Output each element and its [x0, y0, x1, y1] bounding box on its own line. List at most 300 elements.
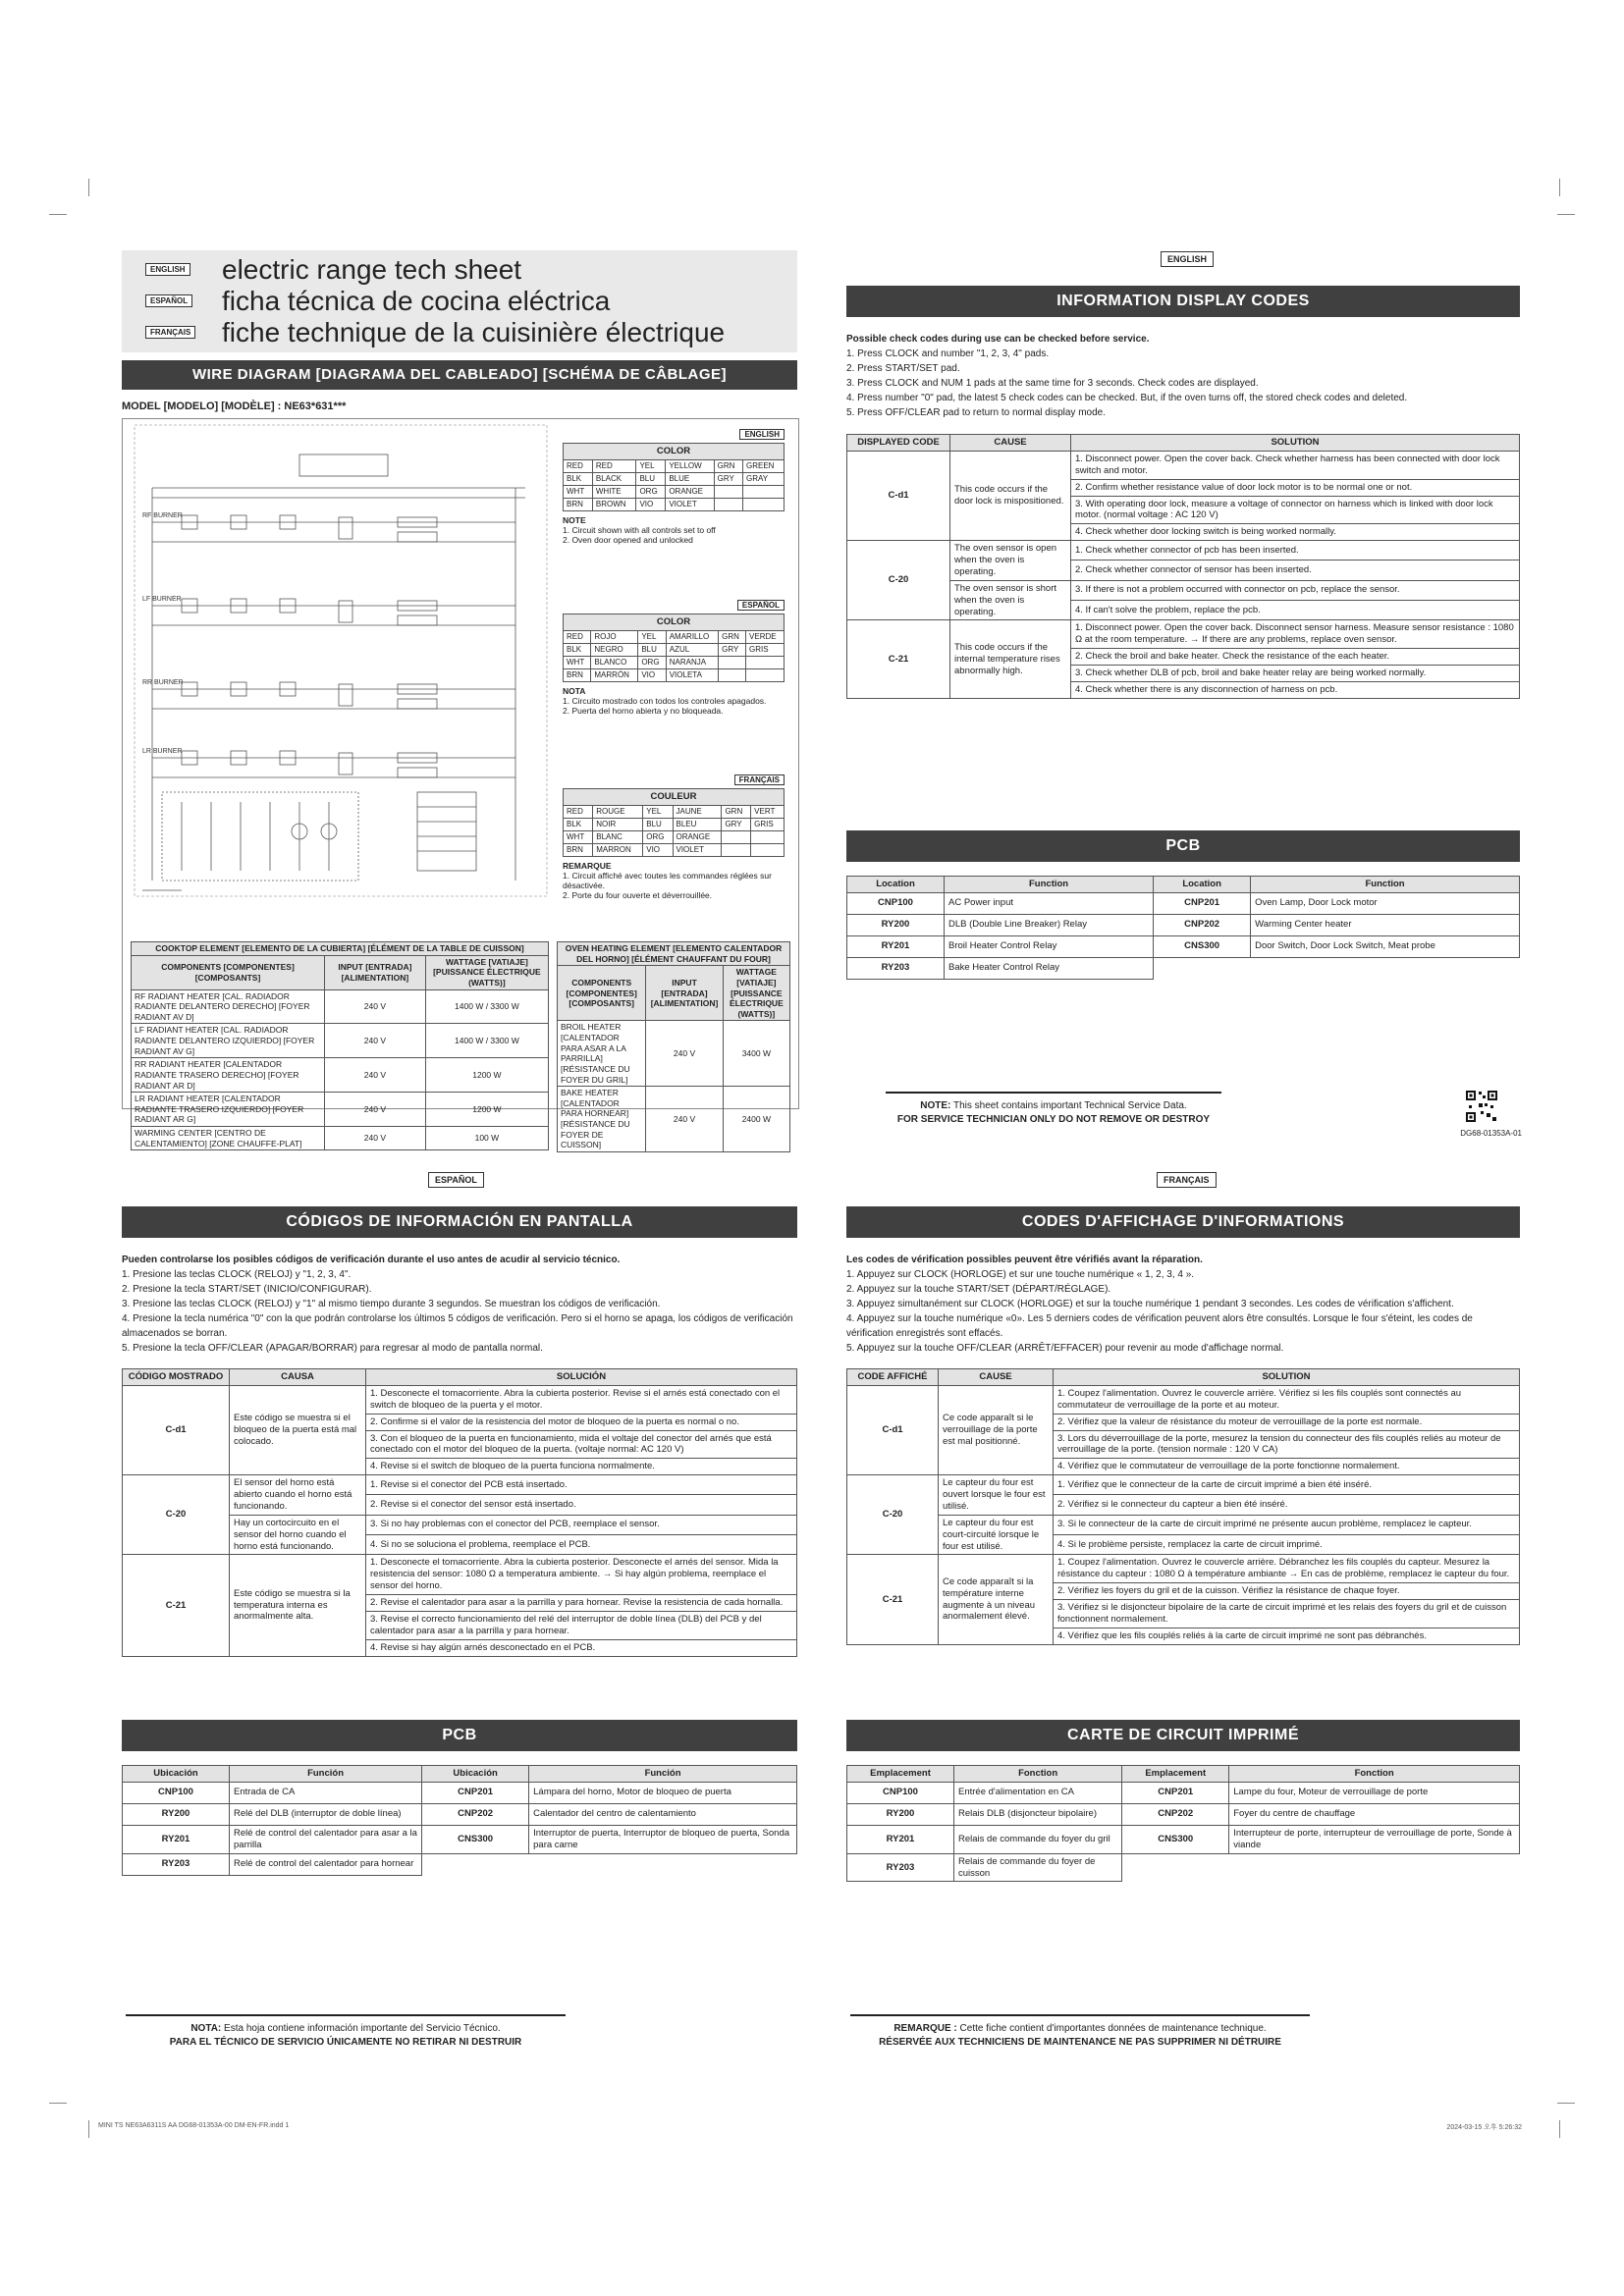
function-cell: Relais de commande du foyer du gril: [954, 1825, 1122, 1853]
table-cell: BROWN: [592, 498, 636, 510]
oven-rows: [558, 1021, 790, 1152]
crop-mark: [1559, 2120, 1560, 2138]
color-title: COLOR: [564, 444, 785, 460]
color-rows: [564, 630, 785, 681]
function-cell: Foyer du centre de chauffage: [1229, 1803, 1520, 1825]
solution-cell: 2. Confirme si el valor de la resistencia del motor de bloqueo de la puerta es normal o no.: [366, 1414, 797, 1430]
column-header: CODE AFFICHÉ: [847, 1369, 939, 1386]
column-header: Location: [847, 877, 945, 893]
table-cell: ORANGE: [673, 830, 722, 843]
column-header: INPUT [ENTRADA] [ALIMENTATION]: [325, 955, 426, 989]
step: 1. Appuyez sur CLOCK (HORLOGE) et sur une touche numérique « 1, 2, 3, 4 ».: [846, 1269, 1195, 1280]
color-rows: [564, 459, 785, 510]
legend-english: [563, 429, 785, 545]
service-note: [106, 2022, 585, 2050]
location-cell: RY200: [123, 1803, 230, 1825]
table-cell: AMARILLO: [666, 630, 718, 643]
cause-cell: El sensor del horno está abierto cuando el horno está funcionando.: [230, 1475, 366, 1516]
code-rows: [123, 1385, 797, 1656]
pcb-table: [846, 1765, 1520, 1882]
function-cell: Relé de control del calentador para asar a la parrilla: [230, 1825, 422, 1853]
table-cell: 240 V: [325, 1093, 426, 1127]
table-row: [847, 1475, 1520, 1495]
solution-cell: 3. Con el bloqueo de la puerta en funcionamiento, mida el voltaje del conector del arnés que está conectado con el motor del bloqueo de la puerta. (voltaje normal: AC 120 V): [366, 1430, 797, 1459]
location-cell: [1154, 957, 1251, 979]
table-cell: VIO: [638, 668, 666, 681]
table-row: [123, 1782, 797, 1803]
code-cell: C-21: [847, 1555, 939, 1644]
column-header: Ubicación: [123, 1766, 230, 1783]
lang-tag: FRANÇAIS: [1157, 1172, 1217, 1188]
solution-cell: 4. Vérifiez que les fils couplés reliés à la carte de circuit imprimé ne sont pas débranchés.: [1054, 1628, 1520, 1644]
table-cell: BLU: [638, 643, 666, 656]
diagram-label: LF BURNER: [142, 596, 182, 603]
table-row: [123, 1853, 797, 1875]
lang-label: ENGLISH: [145, 263, 190, 276]
table-row: [847, 451, 1520, 479]
title-block: [122, 250, 797, 352]
table-cell: ROUGE: [593, 805, 643, 818]
table-cell: BLK: [564, 818, 593, 830]
table-row: [123, 1385, 797, 1414]
solution-cell: 3. If there is not a problem occurred with connector on pcb, replace the sensor.: [1071, 580, 1520, 600]
footer-timestamp: 2024-03-15 오후 5:26:32: [1446, 2124, 1522, 2131]
legend-lang: ENGLISH: [739, 429, 785, 440]
function-cell: Lámpara del horno, Motor de bloqueo de puerta: [529, 1782, 797, 1803]
solution-cell: 2. Revise si el conector del sensor está insertado.: [366, 1495, 797, 1515]
table-row: [123, 1803, 797, 1825]
table-row: [564, 656, 785, 668]
column-header: WATTAGE [VATIAJE] [PUISSANCE ÉLECTRIQUE (WATTS)]: [723, 966, 789, 1021]
column-header: CAUSE: [939, 1369, 1054, 1386]
table-row: [847, 1803, 1520, 1825]
table-cell: MARRÓN: [591, 668, 638, 681]
table-cell: [746, 656, 785, 668]
column-header: Ubicación: [422, 1766, 529, 1783]
section-header: CÓDIGOS DE INFORMACIÓN EN PANTALLA: [122, 1206, 797, 1238]
solution-cell: 1. Desconecte el tomacorriente. Abra la cubierta posterior. Desconecte el arnés del sensor. Mida la resistencia del sensor: 1080 Ω a temperatura ambiente. → Si hay algún problema, reemplace el sensor del horno.: [366, 1555, 797, 1595]
table-row: [564, 498, 785, 510]
note-line: 2. Puerta del horno abierta y no bloqueada.: [563, 705, 724, 716]
lang-label: ESPAÑOL: [145, 294, 192, 307]
column-header: WATTAGE [VATIAJE] [PUISSANCE ÉLECTRIQUE (WATTS)]: [425, 955, 548, 989]
solution-cell: 1. Check whether connector of pcb has been inserted.: [1071, 541, 1520, 561]
note-title: NOTA: [563, 685, 586, 696]
table-cell: ORANGE: [666, 485, 714, 498]
solution-cell: 1. Revise si el conector del PCB está insertado.: [366, 1475, 797, 1495]
wire-diagram-header: WIRE DIAGRAM [DIAGRAMA DEL CABLEADO] [SCHÉMA DE CÂBLAGE]: [122, 360, 797, 390]
table-title: COOKTOP ELEMENT [ELEMENTO DE LA CUBIERTA] [ÉLÉMENT DE LA TABLE DE CUISSON]: [132, 942, 549, 956]
title-en: electric range tech sheet: [222, 254, 522, 285]
code-cell: C-21: [847, 620, 950, 698]
solution-cell: 4. Si no se soluciona el problema, reemplace el PCB.: [366, 1535, 797, 1555]
table-cell: GRY: [714, 472, 742, 485]
table-row: [847, 1385, 1520, 1414]
table-cell: 240 V: [325, 1127, 426, 1150]
crop-mark: [88, 179, 89, 196]
location-cell: RY200: [847, 1803, 954, 1825]
color-table: [563, 788, 785, 857]
location-cell: RY200: [847, 914, 945, 935]
table-cell: BRN: [564, 498, 593, 510]
title-fr: fiche technique de la cuisinière électrique: [222, 317, 726, 347]
table-row: [132, 1093, 549, 1127]
column-header: Función: [529, 1766, 797, 1783]
step: 2. Presione la tecla START/SET (INICIO/CONFIGURAR).: [122, 1284, 372, 1295]
note-lead: NOTA:: [190, 2023, 222, 2034]
note-text: Cette fiche contient d'importantes données de maintenance technique.: [959, 2023, 1267, 2034]
table-cell: VIOLET: [666, 498, 714, 510]
location-cell: [1122, 1853, 1229, 1882]
step: 1. Press CLOCK and number "1, 2, 3, 4" pads.: [846, 348, 1050, 359]
function-cell: Interruptor de puerta, Interruptor de bloqueo de puerta, Sonda para carne: [529, 1825, 797, 1853]
table-row: [564, 668, 785, 681]
table-cell: BLANCO: [591, 656, 638, 668]
code-cell: C-20: [847, 1475, 939, 1555]
table-cell: BRN: [564, 668, 591, 681]
function-cell: [529, 1853, 797, 1875]
note-line: 2. Oven door opened and unlocked: [563, 534, 693, 545]
table-cell: WARMING CENTER [CENTRO DE CALENTAMIENTO] [ZONE CHAUFFE-PLAT]: [132, 1127, 325, 1150]
step: 4. Presione la tecla numérica "0" con la que podrán controlarse los últimos 5 códigos de verificación. Pero si el horno se apaga, los códigos de verificación almacenados se borran.: [122, 1313, 793, 1339]
function-cell: [1229, 1853, 1520, 1882]
table-cell: 1200 W: [425, 1093, 548, 1127]
column-header: Fonction: [1229, 1766, 1520, 1783]
table-cell: [751, 830, 785, 843]
column-header: Emplacement: [1122, 1766, 1229, 1783]
table-row: [123, 1555, 797, 1595]
solution-cell: 1. Vérifiez que le connecteur de la carte de circuit imprimé a bien été inséré.: [1054, 1475, 1520, 1495]
table-cell: ORG: [638, 656, 666, 668]
table-row: [847, 935, 1520, 957]
pcb-rows: [847, 892, 1520, 979]
table-cell: ORG: [643, 830, 673, 843]
table-row: [132, 989, 549, 1024]
pcb-rows: [123, 1782, 797, 1875]
table-row: [564, 818, 785, 830]
note-title: NOTE: [563, 514, 586, 525]
location-cell: RY203: [123, 1853, 230, 1875]
table-row: [564, 643, 785, 656]
function-cell: Door Switch, Door Lock Switch, Meat probe: [1251, 935, 1520, 957]
note-line: 1. Circuit shown with all controls set to off: [563, 524, 716, 535]
location-cell: CNP202: [422, 1803, 529, 1825]
solution-cell: 3. Check whether DLB of pcb, broil and bake heater relay are being worked normally.: [1071, 666, 1520, 682]
table-cell: [742, 498, 784, 510]
table-row: [847, 1555, 1520, 1583]
column-header: Función: [230, 1766, 422, 1783]
table-cell: YEL: [643, 805, 673, 818]
model-label: MODEL [MODELO] [MODÈLE] : NE63*631***: [122, 400, 347, 412]
table-cell: NEGRO: [591, 643, 638, 656]
function-cell: AC Power input: [945, 892, 1154, 914]
table-cell: ROJO: [591, 630, 638, 643]
column-header: Function: [945, 877, 1154, 893]
table-cell: AZUL: [666, 643, 718, 656]
solution-cell: 4. Si le problème persiste, remplacez la carte de circuit imprimé.: [1054, 1535, 1520, 1555]
table-cell: WHT: [564, 830, 593, 843]
solution-cell: 1. Disconnect power. Open the cover back. Disconnect sensor harness. Measure sensor resistance : 1080 Ω at the room temperature. → If there are any problems, replace oven sensor.: [1071, 620, 1520, 649]
table-cell: GRY: [719, 643, 746, 656]
cooktop-element-table: [131, 941, 549, 1150]
table-cell: BLANC: [593, 830, 643, 843]
step: 3. Press CLOCK and NUM 1 pads at the same time for 3 seconds. Check codes are displayed.: [846, 378, 1259, 389]
table-cell: 240 V: [646, 1021, 723, 1087]
cooktop-rows: [132, 989, 549, 1150]
table-cell: BRN: [564, 843, 593, 856]
table-cell: [746, 668, 785, 681]
function-cell: Broil Heater Control Relay: [945, 935, 1154, 957]
location-cell: CNP202: [1122, 1803, 1229, 1825]
table-cell: WHT: [564, 485, 593, 498]
table-cell: 1400 W / 3300 W: [425, 989, 548, 1024]
crop-mark: [1557, 214, 1575, 215]
function-cell: Oven Lamp, Door Lock motor: [1251, 892, 1520, 914]
column-header: CÓDIGO MOSTRADO: [123, 1369, 230, 1386]
table-cell: 100 W: [425, 1127, 548, 1150]
qr-code-icon: [1465, 1090, 1498, 1123]
function-cell: Relé del DLB (interruptor de doble línea): [230, 1803, 422, 1825]
location-cell: CNP100: [847, 892, 945, 914]
oven-element-table: [557, 941, 790, 1152]
table-cell: 1200 W: [425, 1058, 548, 1093]
table-cell: BLU: [643, 818, 673, 830]
table-row: [847, 957, 1520, 979]
legend-lang: FRANÇAIS: [734, 774, 785, 785]
legend-french: [563, 774, 785, 900]
function-cell: Calentador del centro de calentamiento: [529, 1803, 797, 1825]
table-cell: 3400 W: [723, 1021, 789, 1087]
solution-cell: 1. Desconecte el tomacorriente. Abra la cubierta posterior. Revise si el arnés está conectado con el switch de bloqueo de la puerta y el motor.: [366, 1385, 797, 1414]
wire-diagram-panel: [122, 418, 799, 1150]
color-title: COULEUR: [564, 789, 785, 806]
column-header: SOLUTION: [1054, 1369, 1520, 1386]
table-row: [564, 843, 785, 856]
cause-cell: This code occurs if the door lock is mispositioned.: [950, 451, 1071, 540]
table-cell: ORG: [636, 485, 666, 498]
step: 4. Appuyez sur la touche numérique «0». Les 5 derniers codes de vérification peuvent alors être consultés. Lorsque le four s'éteint, les codes de vérification enregistrés sont effacés.: [846, 1313, 1473, 1339]
cause-cell: Le capteur du four est ouvert lorsque le four est utilisé.: [939, 1475, 1054, 1516]
table-cell: [742, 485, 784, 498]
note-lead: REMARQUE :: [893, 2023, 957, 2034]
location-cell: CNS300: [1122, 1825, 1229, 1853]
table-cell: [722, 843, 751, 856]
table-row: [558, 1087, 790, 1152]
note-lead: NOTE:: [920, 1100, 951, 1111]
solution-cell: 4. If can't solve the problem, replace the pcb.: [1071, 601, 1520, 620]
crop-mark: [1559, 179, 1560, 196]
intro-text: Les codes de vérification possibles peuvent être vérifiés avant la réparation.: [846, 1255, 1203, 1265]
code-cell: C-20: [123, 1475, 230, 1555]
note-warning: FOR SERVICE TECHNICIAN ONLY DO NOT REMOVE OR DESTROY: [896, 1114, 1211, 1125]
table-cell: BLK: [564, 472, 593, 485]
solution-cell: 3. Vérifiez si le disjoncteur bipolaire de la carte de circuit imprimé et les relais des foyers du gril et de cuisson fonctionnent normalement.: [1054, 1600, 1520, 1629]
table-row: [558, 1021, 790, 1087]
color-rows: [564, 805, 785, 856]
table-row: [847, 1782, 1520, 1803]
step: 4. Press number "0" pad, the latest 5 check codes can be checked. But, if the oven turns off, the stored check codes and deleted.: [846, 393, 1408, 403]
cause-cell: Le capteur du four est court-circuité lorsque le four est utilisé.: [939, 1515, 1054, 1555]
legend-spanish: [563, 600, 785, 716]
location-cell: CNP100: [123, 1782, 230, 1803]
code-cell: C-d1: [123, 1385, 230, 1474]
table-cell: RED: [564, 630, 591, 643]
pcb-header: CARTE DE CIRCUIT IMPRIMÉ: [846, 1720, 1520, 1751]
table-row: [847, 1853, 1520, 1882]
table-cell: VIOLET: [673, 843, 722, 856]
pcb-header: PCB: [846, 830, 1520, 862]
solution-cell: 3. Revise el correcto funcionamiento del relé del interruptor de doble línea (DLB) del PCB y del calentador para asar a la parrilla y para hornear.: [366, 1611, 797, 1639]
column-header: Emplacement: [847, 1766, 954, 1783]
table-cell: LR RADIANT HEATER [CALENTADOR RADIANTE TRASERO IZQUIERDO] [FOYER RADIANT AR G]: [132, 1093, 325, 1127]
location-cell: RY203: [847, 957, 945, 979]
location-cell: RY201: [847, 1825, 954, 1853]
table-cell: BROIL HEATER [CALENTADOR PARA ASAR A LA PARRILLA] [RÉSISTANCE DU FOYER DU GRIL]: [558, 1021, 646, 1087]
table-cell: GRN: [719, 630, 746, 643]
crop-mark: [88, 2120, 89, 2138]
table-row: [847, 620, 1520, 649]
step: 1. Presione las teclas CLOCK (RELOJ) y "1, 2, 3, 4".: [122, 1269, 352, 1280]
cause-cell: Este código se muestra si la temperatura interna es anormalmente alta.: [230, 1555, 366, 1656]
note-title: REMARQUE: [563, 860, 612, 871]
location-cell: CNP100: [847, 1782, 954, 1803]
cause-cell: Ce code apparaît si le verrouillage de la porte est mal positionné.: [939, 1385, 1054, 1474]
table-cell: YEL: [636, 459, 666, 472]
solution-cell: 3. Si le connecteur de la carte de circuit imprimé ne présente aucun problème, remplacez le capteur.: [1054, 1515, 1520, 1534]
cause-cell: Hay un cortocircuito en el sensor del horno cuando el horno está funcionando.: [230, 1515, 366, 1555]
location-cell: CNP201: [422, 1782, 529, 1803]
table-cell: 240 V: [646, 1087, 723, 1152]
note-line: 1. Circuit affiché avec toutes les commandes réglées sur désactivée.: [563, 870, 772, 890]
function-cell: DLB (Double Line Breaker) Relay: [945, 914, 1154, 935]
table-cell: VIOLETA: [666, 668, 718, 681]
diagram-label: RF BURNER: [142, 512, 183, 519]
pcb-header: PCB: [122, 1720, 797, 1751]
step: 2. Appuyez sur la touche START/SET (DÉPART/RÉGLAGE).: [846, 1284, 1111, 1295]
table-cell: LF RADIANT HEATER [CAL. RADIADOR RADIANTE DELANTERO IZQUIERDO] [FOYER RADIANT AV G]: [132, 1024, 325, 1058]
location-cell: RY201: [123, 1825, 230, 1853]
table-cell: 2400 W: [723, 1087, 789, 1152]
solution-cell: 2. Vérifiez si le connecteur du capteur a bien été inséré.: [1054, 1495, 1520, 1515]
location-cell: CNP201: [1122, 1782, 1229, 1803]
table-cell: BLEU: [673, 818, 722, 830]
table-cell: WHT: [564, 656, 591, 668]
pcb-table: [846, 876, 1520, 980]
function-cell: Lampe du four, Moteur de verrouillage de porte: [1229, 1782, 1520, 1803]
table-cell: 240 V: [325, 1058, 426, 1093]
table-cell: BLK: [564, 643, 591, 656]
table-cell: RED: [564, 805, 593, 818]
table-row: [564, 805, 785, 818]
table-cell: MARRON: [593, 843, 643, 856]
solution-cell: 2. Revise el calentador para asar a la parrilla y para hornear. Revise la resistencia de cada hornalla.: [366, 1595, 797, 1612]
table-cell: NARANJA: [666, 656, 718, 668]
table-row: [564, 485, 785, 498]
function-cell: Entrée d'alimentation en CA: [954, 1782, 1122, 1803]
solution-cell: 4. Revise si el switch de bloqueo de la puerta funciona normalmente.: [366, 1459, 797, 1475]
legend-lang: ESPAÑOL: [737, 600, 785, 611]
column-header: SOLUCIÓN: [366, 1369, 797, 1386]
cause-cell: Este código se muestra si el bloqueo de la puerta está mal colocado.: [230, 1385, 366, 1474]
table-cell: VIO: [636, 498, 666, 510]
table-cell: VERT: [751, 805, 785, 818]
function-cell: Interrupteur de porte, interrupteur de verrouillage de porte, Sonde à viande: [1229, 1825, 1520, 1853]
table-cell: VIO: [643, 843, 673, 856]
table-row: [132, 1024, 549, 1058]
pcb-table: [122, 1765, 797, 1876]
instructions: [846, 1253, 1520, 1356]
table-cell: GRIS: [751, 818, 785, 830]
table-cell: NOIR: [593, 818, 643, 830]
instructions: [846, 332, 1520, 420]
table-row: [132, 1127, 549, 1150]
table-row: [564, 630, 785, 643]
table-cell: WHITE: [592, 485, 636, 498]
section-header: INFORMATION DISPLAY CODES: [846, 286, 1520, 317]
note-warning: RÉSERVÉE AUX TECHNICIENS DE MAINTENANCE NE PAS SUPPRIMER NI DÉTRUIRE: [879, 2037, 1281, 2048]
table-cell: BAKE HEATER [CALENTADOR PARA HORNEAR] [RÉSISTANCE DU FOYER DE CUISSON]: [558, 1087, 646, 1152]
code-cell: C-d1: [847, 1385, 939, 1474]
function-cell: [1251, 957, 1520, 979]
step: 5. Presione la tecla OFF/CLEAR (APAGAR/BORRAR) para regresar al modo de pantalla normal.: [122, 1343, 543, 1354]
solution-cell: 3. Si no hay problemas con el conector del PCB, reemplace el sensor.: [366, 1515, 797, 1534]
footer-file: MINI TS NE63A6311S AA DG68-01353A-00 DM-EN-FR.indd 1: [98, 2122, 290, 2129]
table-cell: YEL: [638, 630, 666, 643]
solution-cell: 2. Check the broil and bake heater. Check the resistance of the each heater.: [1071, 649, 1520, 666]
table-cell: [722, 830, 751, 843]
table-cell: [714, 498, 742, 510]
table-cell: [714, 485, 742, 498]
color-table: [563, 443, 785, 511]
pcb-rows: [847, 1782, 1520, 1882]
note-line: 1. Circuito mostrado con todos los controles apagados.: [563, 695, 767, 706]
note-warning: PARA EL TÉCNICO DE SERVICIO ÚNICAMENTE NO RETIRAR NI DESTRUIR: [169, 2037, 522, 2048]
intro-text: Pueden controlarse los posibles códigos de verificación durante el uso antes de acudir al servicio técnico.: [122, 1255, 621, 1265]
lang-tag: ESPAÑOL: [428, 1172, 484, 1188]
table-cell: JAUNE: [673, 805, 722, 818]
crop-mark: [49, 214, 67, 215]
table-row: [847, 541, 1520, 561]
table-row: [132, 1058, 549, 1093]
diagram-label: RR BURNER: [142, 679, 184, 686]
location-cell: [422, 1853, 529, 1875]
note-text: Esta hoja contiene información importante del Servicio Técnico.: [224, 2023, 501, 2034]
table-cell: 240 V: [325, 1024, 426, 1058]
table-cell: RED: [592, 459, 636, 472]
location-cell: CNP202: [1154, 914, 1251, 935]
document-number: DG68-01353A-01: [1460, 1129, 1522, 1138]
location-cell: CNS300: [422, 1825, 529, 1853]
table-row: [564, 830, 785, 843]
table-cell: BLU: [636, 472, 666, 485]
service-note: [831, 2022, 1329, 2050]
cause-cell: The oven sensor is short when the oven is operating.: [950, 580, 1071, 620]
function-cell: Bake Heater Control Relay: [945, 957, 1154, 979]
table-row: [123, 1825, 797, 1853]
location-cell: CNS300: [1154, 935, 1251, 957]
note-text: This sheet contains important Technical Service Data.: [953, 1100, 1187, 1111]
code-rows: [847, 451, 1520, 698]
step: 3. Appuyez simultanément sur CLOCK (HORLOGE) et sur la touche numérique 1 pendant 3 secondes. Les codes de vérification s'affichent.: [846, 1299, 1454, 1309]
cause-cell: This code occurs if the internal temperature rises abnormally high.: [950, 620, 1071, 698]
solution-cell: 4. Vérifiez que le commutateur de verrouillage de la porte fonctionne normalement.: [1054, 1459, 1520, 1475]
solution-cell: 1. Disconnect power. Open the cover back. Check whether harness has been connected with door lock switch and motor.: [1071, 451, 1520, 479]
table-cell: 240 V: [325, 989, 426, 1024]
function-cell: Relé de control del calentador para hornear: [230, 1853, 422, 1875]
column-header: CAUSA: [230, 1369, 366, 1386]
column-header: INPUT [ENTRADA] [ALIMENTATION]: [646, 966, 723, 1021]
table-row: [123, 1475, 797, 1495]
